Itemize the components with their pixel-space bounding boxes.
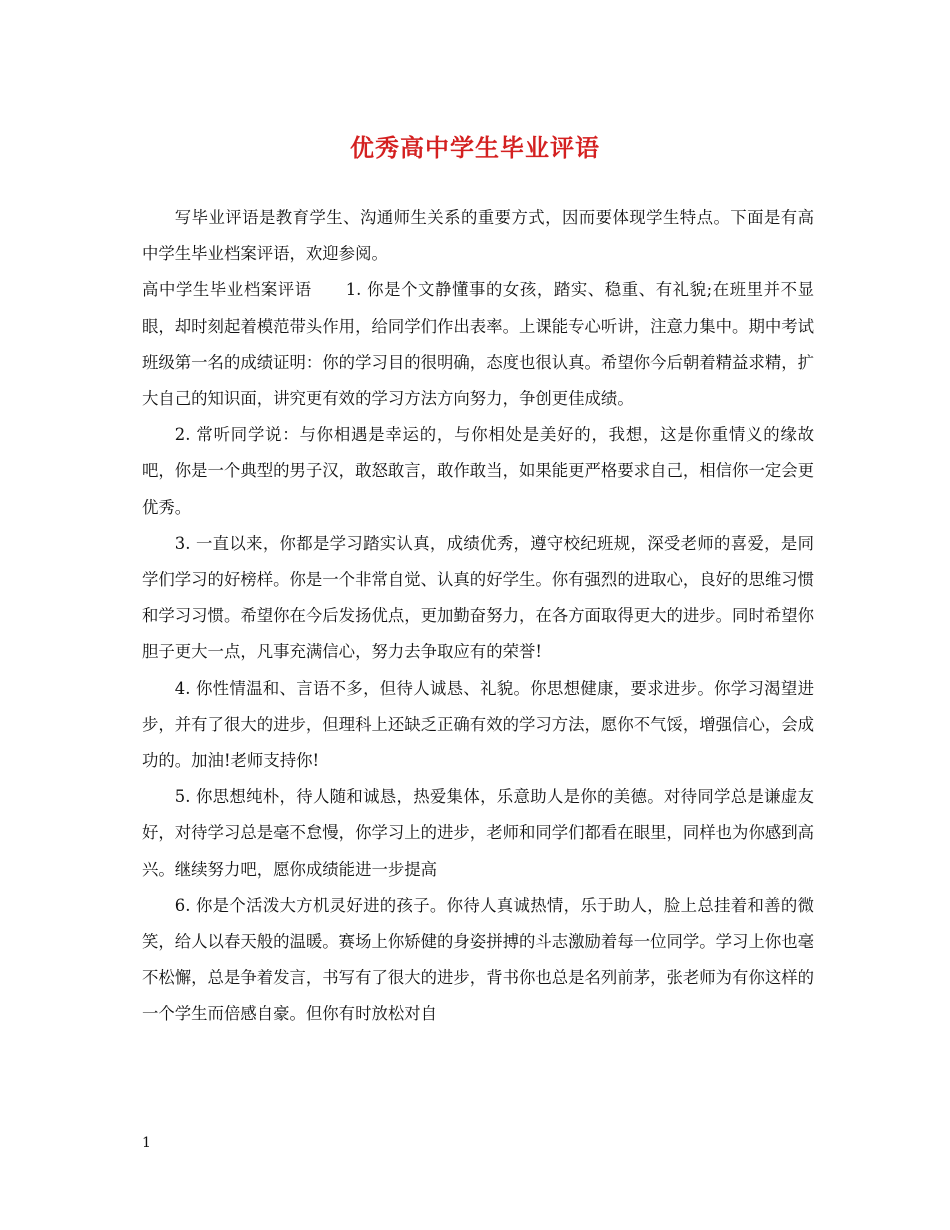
- paragraph-comment-6: 6. 你是个活泼大方机灵好进的孩子。你待人真诚热情，乐于助人，脸上总挂着和善的微笑，给人以春天般的温暖。赛场上你矫健的身姿拼搏的斗志激励着每一位同学。学习上你也毫不松懈，总是争着发言，书写有了很大的进步，背书你也总是名列前茅，张老师为有你这样的一个学生而倍感自豪。但你有时放松对自: [142, 895, 815, 1024]
- document-title: 优秀高中学生毕业评语: [350, 133, 600, 162]
- paragraph-comment-4: 4. 你性情温和、言语不多，但待人诚恳、礼貌。你思想健康，要求进步。你学习渴望进步，并有了很大的进步，但理科上还缺乏正确有效的学习方法，愿你不气馁，增强信心，会成功的。加油!老师支持你!: [142, 678, 815, 771]
- paragraph-comment-1: 高中学生毕业档案评语 1. 你是个文静懂事的女孩，踏实、稳重、有礼貌;在班里并不显眼，却时刻起着模范带头作用，给同学们作出表率。上课能专心听讲，注意力集中。期中考试班级第一名的成绩证明：你的学习目的很明确，态度也很认真。希望你今后朝着精益求精，扩大自己的知识面，讲究更有效的学习方法方向努力，争创更佳成绩。: [142, 280, 815, 409]
- paragraph-comment-2: 2. 常听同学说：与你相遇是幸运的，与你相处是美好的，我想，这是你重情义的缘故吧，你是一个典型的男子汉，敢怒敢言，敢作敢当，如果能更严格要求自己，相信你一定会更优秀。: [142, 425, 815, 517]
- document-body: [142, 200, 814, 1033]
- paragraph-comment-5: 5. 你思想纯朴，待人随和诚恳，热爱集体，乐意助人是你的美德。对待同学总是谦虚友好，对待学习总是毫不怠慢，你学习上的进步，老师和同学们都看在眼里，同样也为你感到高兴。继续努力吧，愿你成绩能进一步提高: [142, 787, 815, 879]
- paragraph-comment-3: 3. 一直以来，你都是学习踏实认真，成绩优秀，遵守校纪班规，深受老师的喜爱，是同学们学习的好榜样。你是一个非常自觉、认真的好学生。你有强烈的进取心，良好的思维习惯和学习习惯。希望你在今后发扬优点，更加勤奋努力，在各方面取得更大的进步。同时希望你胆子更大一点，凡事充满信心，努力去争取应有的荣誉!: [142, 533, 815, 662]
- paragraph-intro: 写毕业评语是教育学生、沟通师生关系的重要方式，因而要体现学生特点。下面是有高中学生毕业档案评语，欢迎参阅。: [142, 208, 814, 264]
- page-number: 1: [142, 1135, 151, 1151]
